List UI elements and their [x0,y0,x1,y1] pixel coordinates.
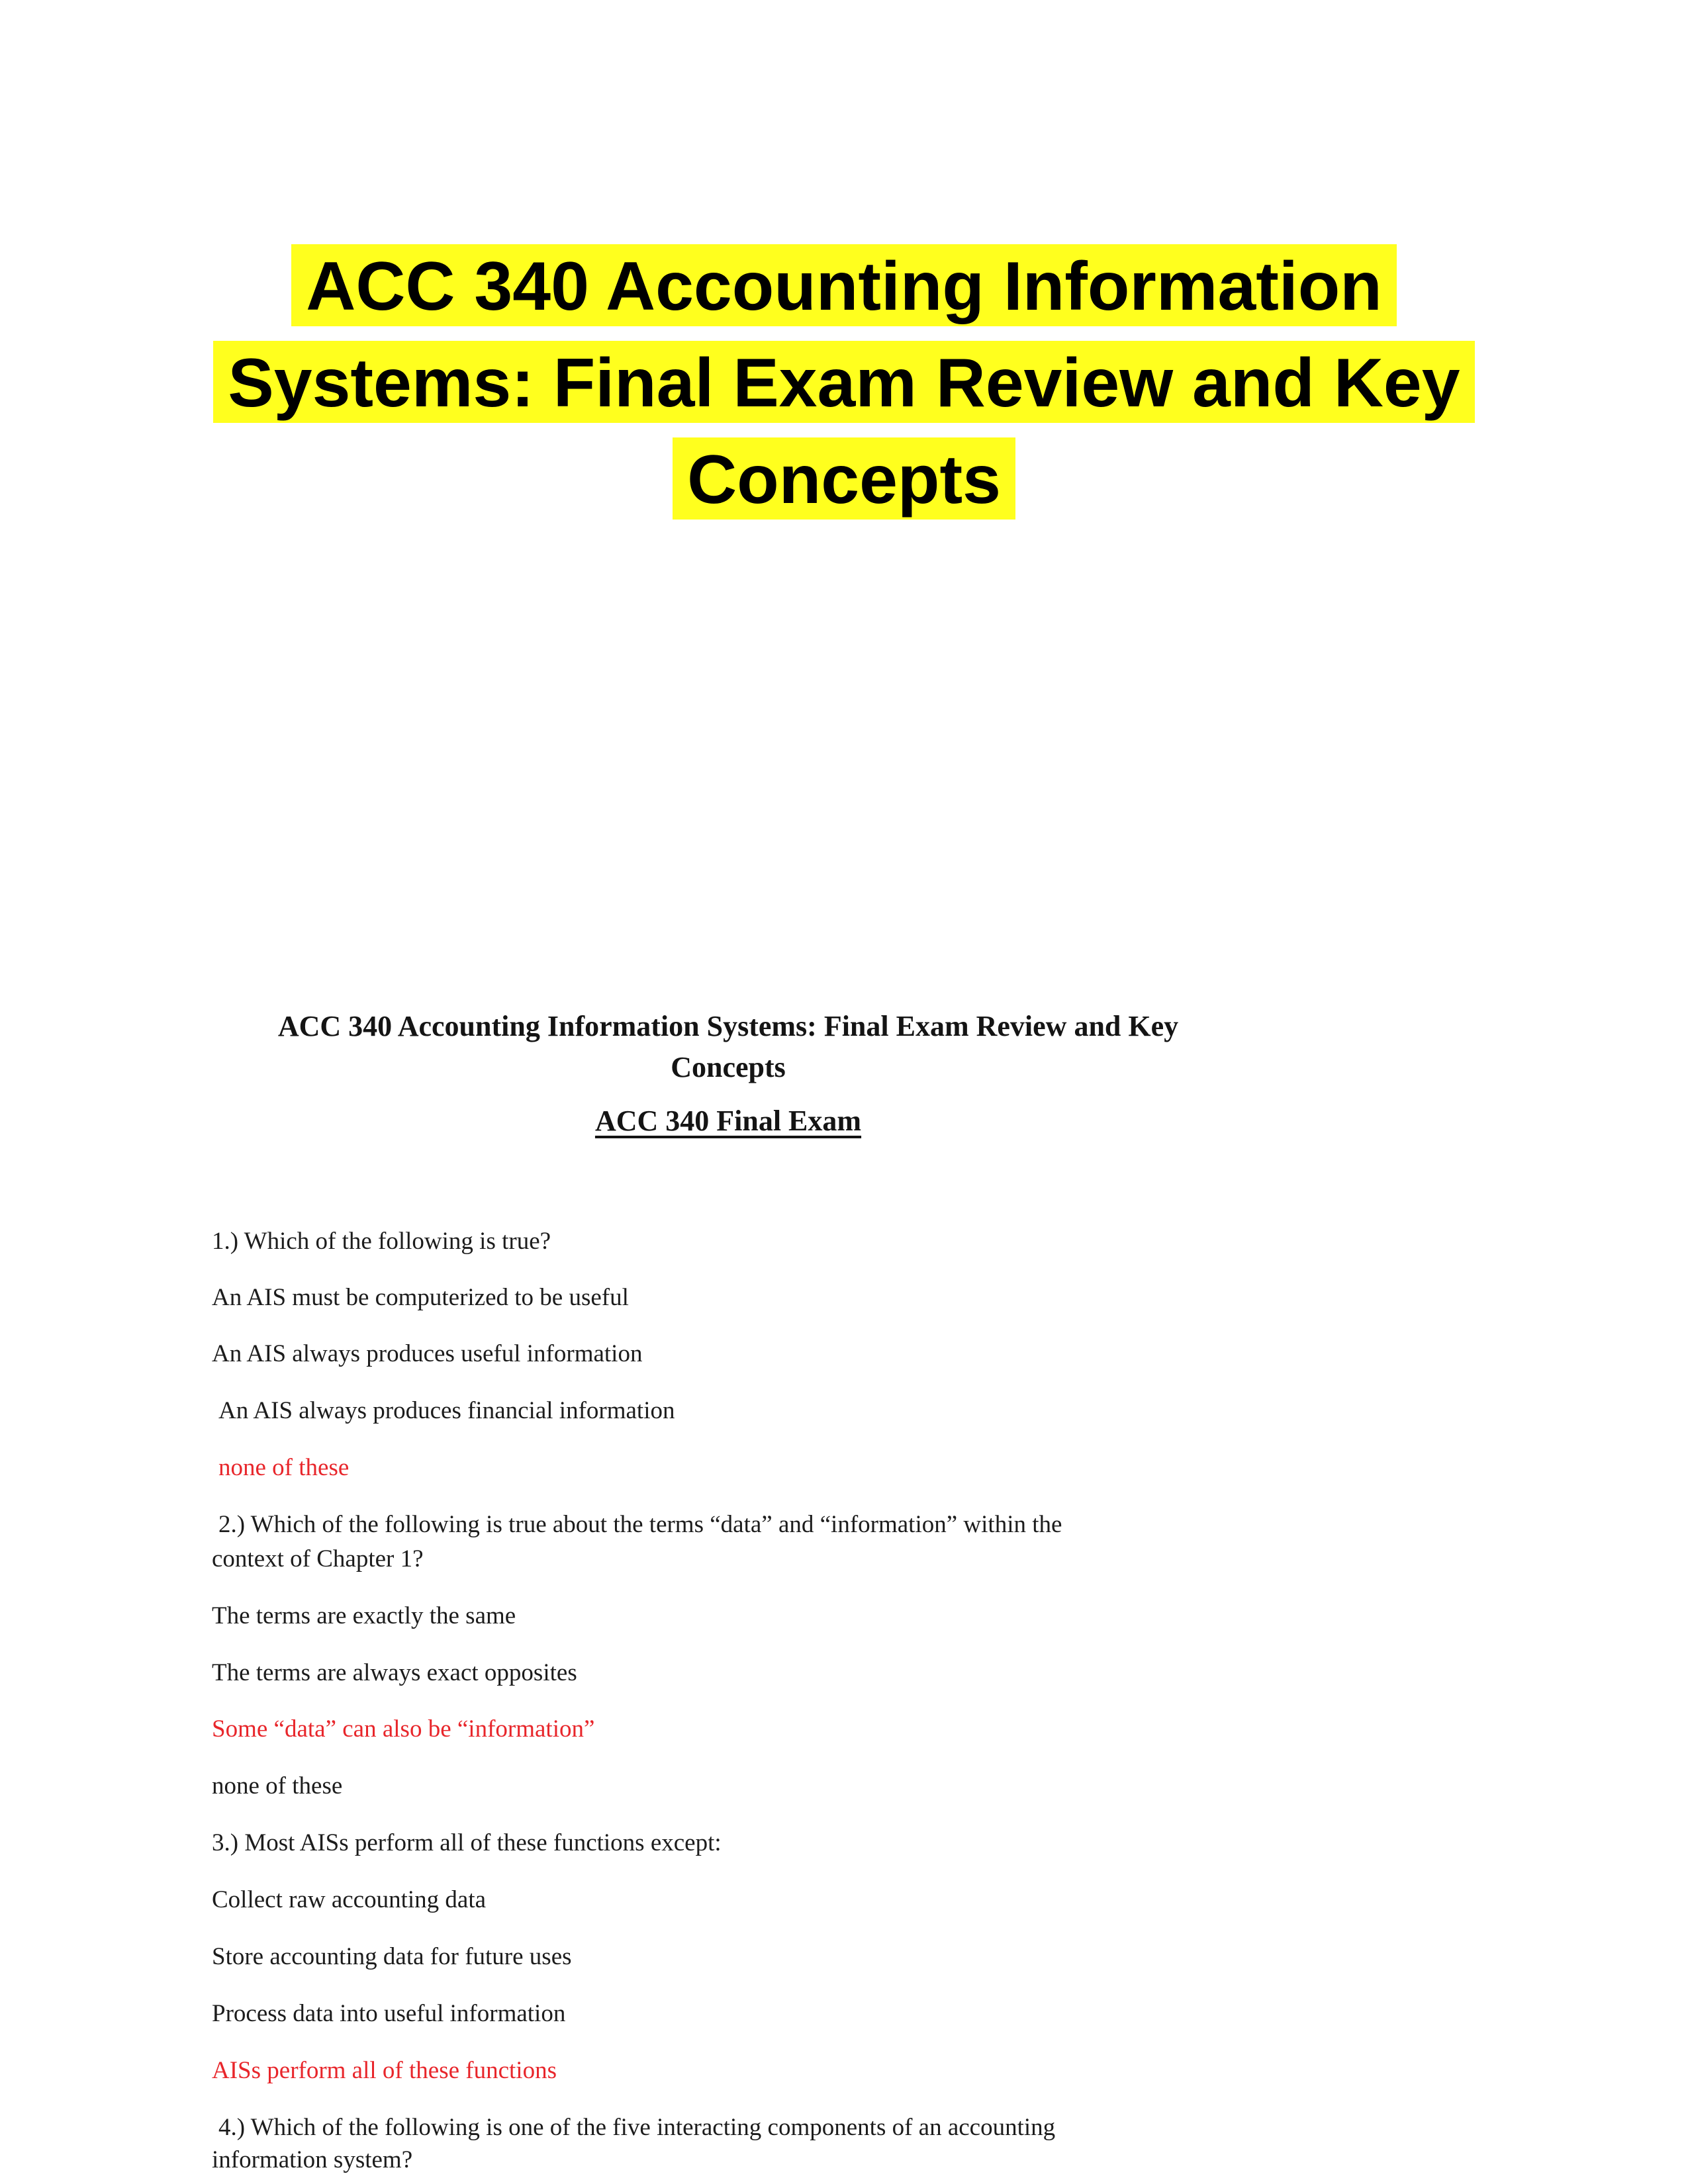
cover-title-line-1: ACC 340 Accounting Information [291,244,1397,326]
q2-answer: Some “data” can also be “information” [212,1715,595,1743]
q2-option-4: none of these [212,1772,343,1799]
question-4-line-2: information system? [212,2146,413,2173]
scan-heading-line-1: ACC 340 Accounting Information Systems: Final Exam Review and Key [277,1010,1179,1042]
q1-option-2: An AIS always produces useful information [212,1340,643,1367]
q1-option-1: An AIS must be computerized to be useful [212,1284,629,1311]
q3-option-2: Store accounting data for future uses [212,1943,572,1970]
question-2-line-2: context of Chapter 1? [212,1545,424,1572]
q2-option-2: The terms are always exact opposites [212,1659,577,1686]
exam-title: ACC 340 Final Exam [594,1105,862,1137]
cover-title [149,238,1539,528]
question-3: 3.) Most AISs perform all of these functions except: [212,1829,722,1856]
q3-answer: AISs perform all of these functions [212,2057,557,2084]
cover-title-line-3: Concepts [673,437,1015,520]
q3-option-1: Collect raw accounting data [212,1886,487,1913]
scan-heading-line-2: Concepts [671,1051,786,1083]
question-1: 1.) Which of the following is true? [212,1228,551,1255]
scanned-exam-page [0,979,1688,2184]
q2-option-1: The terms are exactly the same [212,1602,516,1629]
q3-option-3: Process data into useful information [212,2000,566,2027]
question-2-line-1: 2.) Which of the following is true about the terms “data” and “information” within the [218,1511,1062,1538]
question-4-line-1: 4.) Which of the following is one of the five interacting components of an accounting [218,2114,1056,2141]
cover-title-line-2: Systems: Final Exam Review and Key [213,341,1474,423]
q1-option-3: An AIS always produces financial information [218,1397,675,1424]
q1-answer: none of these [218,1454,350,1481]
